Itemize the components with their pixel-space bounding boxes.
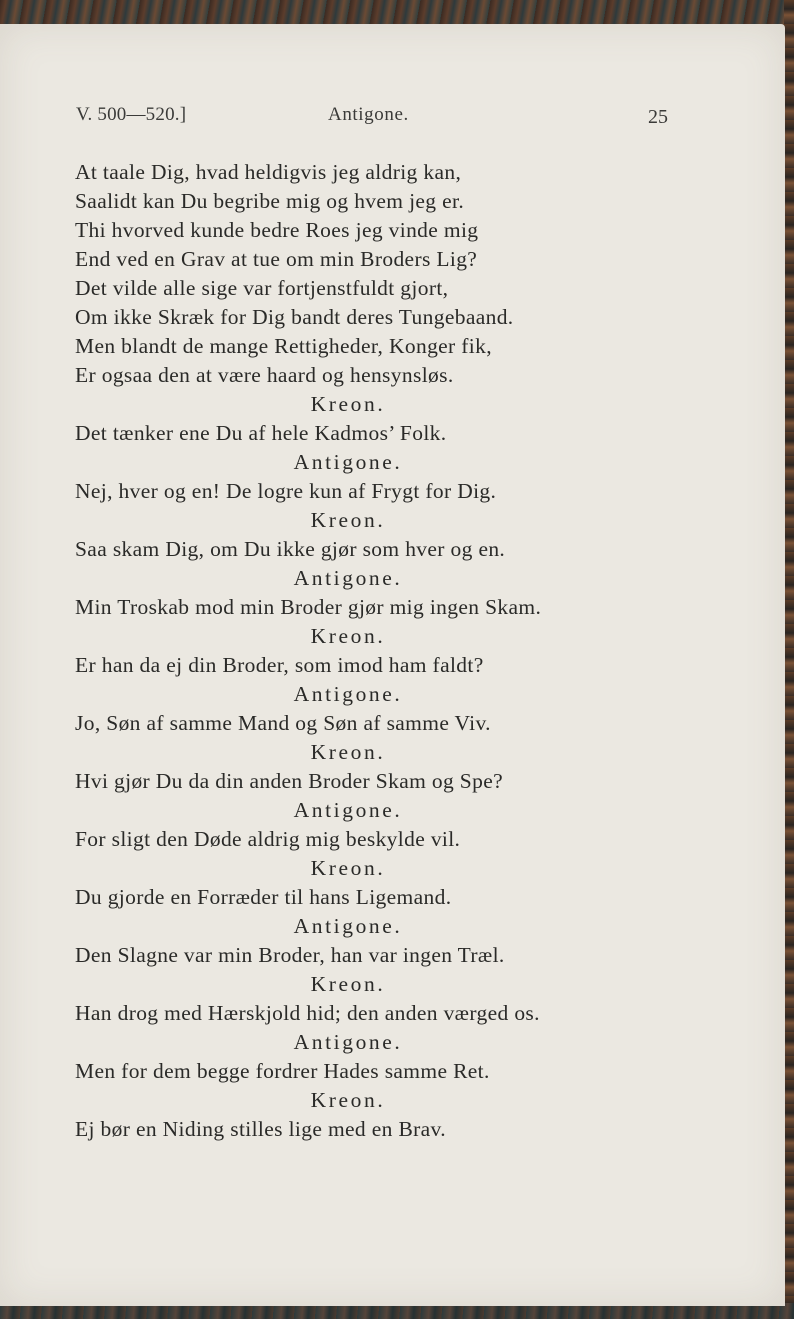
verse-line: Men blandt de mange Rettigheder, Konger fik, [75,334,492,358]
speaker-name: Antigone. [293,798,403,822]
page-number: 25 [648,106,668,128]
play-text [75,158,675,1144]
speaker-name: Antigone. [293,450,403,474]
verse-line: Saa skam Dig, om Du ikke gjør som hver og en. [75,537,506,561]
book-cover-top-edge [0,0,794,26]
verse-line: End ved en Grav at tue om min Broders Lig? [75,247,478,271]
speaker-name: Antigone. [293,1030,403,1054]
verse-line: Det tænker ene Du af hele Kadmos’ Folk. [75,421,447,445]
verse-line: Du gjorde en Forræder til hans Ligemand. [75,885,452,909]
verse-range: V. 500—520.] [76,104,187,125]
verse-line: For sligt den Døde aldrig mig beskylde vil. [75,827,461,851]
verse-line: Jo, Søn af samme Mand og Søn af samme Viv. [75,711,491,735]
speaker-name: Kreon. [310,624,386,648]
speaker-name: Kreon. [310,740,386,764]
verse-line: Han drog med Hærskjold hid; den anden værged os. [75,1001,540,1025]
verse-line: Den Slagne var min Broder, han var ingen Træl. [75,943,505,967]
verse-line: Saalidt kan Du begribe mig og hvem jeg er. [75,189,465,213]
verse-line: Er ogsaa den at være haard og hensynsløs. [75,363,454,387]
verse-line: Thi hvorved kunde bedre Roes jeg vinde mig [75,218,479,242]
speaker-name: Kreon. [310,1088,386,1112]
verse-line: Hvi gjør Du da din anden Broder Skam og Spe? [75,769,504,793]
running-header [76,104,668,134]
verse-line: Ej bør en Niding stilles lige med en Brav. [75,1117,446,1141]
speaker-name: Kreon. [310,508,386,532]
book-cover-right-edge [784,0,794,1319]
verse-line: Om ikke Skræk for Dig bandt deres Tungebaand. [75,305,514,329]
speaker-name: Antigone. [293,914,403,938]
verse-line: Det vilde alle sige var fortjenstfuldt gjort, [75,276,449,300]
verse-line: Men for dem begge fordrer Hades samme Ret. [75,1059,490,1083]
speaker-name: Antigone. [293,566,403,590]
speaker-name: Kreon. [310,856,386,880]
verse-line: At taale Dig, hvad heldigvis jeg aldrig kan, [75,160,462,184]
verse-line: Nej, hver og en! De logre kun af Frygt for Dig. [75,479,497,503]
speaker-name: Antigone. [293,682,403,706]
speaker-name: Kreon. [310,392,386,416]
verse-line: Er han da ej din Broder, som imod ham faldt? [75,653,484,677]
running-title: Antigone. [328,104,409,125]
verse-line: Min Troskab mod min Broder gjør mig ingen Skam. [75,595,542,619]
speaker-name: Kreon. [310,972,386,996]
